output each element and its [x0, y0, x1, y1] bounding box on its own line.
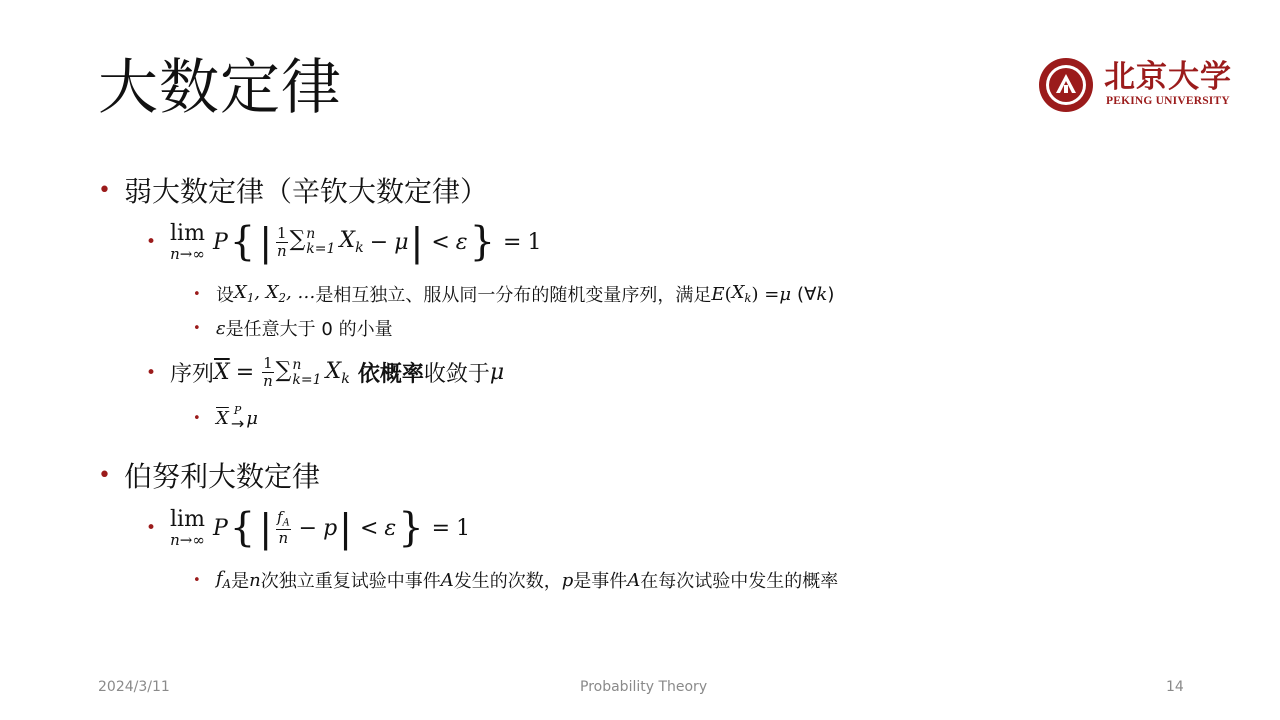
bullet-dot: •: [146, 518, 157, 538]
fraction-1-over-n: $\frac{1}{n}$: [276, 223, 287, 260]
bullet-dot: •: [146, 362, 157, 383]
bullet-dot: •: [98, 177, 111, 203]
weak-law-formula: • lim n→∞ P { | $\frac{1}{n}$ ∑ n k=1 $X_k$ − μ | < ε } = 1: [146, 219, 542, 265]
bold-term: 依概率: [357, 362, 424, 387]
convergence-statement: • 序列 $\overline{X}$ = $\frac{1}{n}$ ∑ n k=1 $X_k$ 依概率 收敛于 μ: [146, 354, 505, 390]
bernoulli-formula: • lim n→∞ P { | $\frac{f_A}{n}$ − p | < ε } = 1: [146, 505, 471, 551]
fraction-fa-over-n: $\frac{f_A}{n}$: [277, 507, 290, 548]
bullet-dot: •: [146, 232, 157, 252]
logo-english-name: PEKING UNIVERSITY: [1106, 95, 1230, 107]
bullet-dot: •: [193, 286, 201, 302]
bullet-dot: •: [193, 320, 201, 336]
pku-logo: [1038, 57, 1238, 113]
bullet-weak-law: [98, 170, 488, 210]
footer-page-number: 14: [1166, 679, 1184, 695]
convergence-notation: • $\overline{X}$ P → μ: [193, 404, 258, 433]
bullet-dot: •: [98, 462, 111, 488]
footer-title: Probability Theory: [580, 679, 708, 695]
epsilon-note: • ε 是任意大于 0 的小量: [193, 317, 393, 340]
iid-condition: • 设 $X_1$, $X_2$, … 是相互独立、服从同一分布的随机变量序列，满足 E ( $X_k$ ) = μ (∀ k ): [193, 282, 835, 306]
bullet-bernoulli: [98, 455, 320, 495]
limit-operator: lim n→∞: [170, 506, 205, 549]
limit-operator: lim n→∞: [170, 220, 205, 263]
bullet-dot: •: [193, 411, 201, 426]
slide-title: 大数定律: [98, 53, 342, 123]
pku-seal-icon: [1038, 57, 1094, 113]
bernoulli-explanation: • $f_A$ 是 n 次独立重复试验中事件 A 发生的次数， p 是事件 A 在每次试验中发生的概率: [193, 568, 839, 592]
converges-in-probability-arrow: P →: [230, 404, 245, 433]
bernoulli-heading: 伯努利大数定律: [124, 460, 321, 493]
fraction-1-over-n: $\frac{1}{n}$: [263, 354, 273, 390]
weak-law-heading: 弱大数定律（辛钦大数定律）: [124, 175, 489, 208]
footer-date: 2024/3/11: [98, 679, 170, 695]
logo-chinese-name: 北京大学: [1104, 59, 1232, 95]
bullet-dot: •: [193, 572, 201, 588]
